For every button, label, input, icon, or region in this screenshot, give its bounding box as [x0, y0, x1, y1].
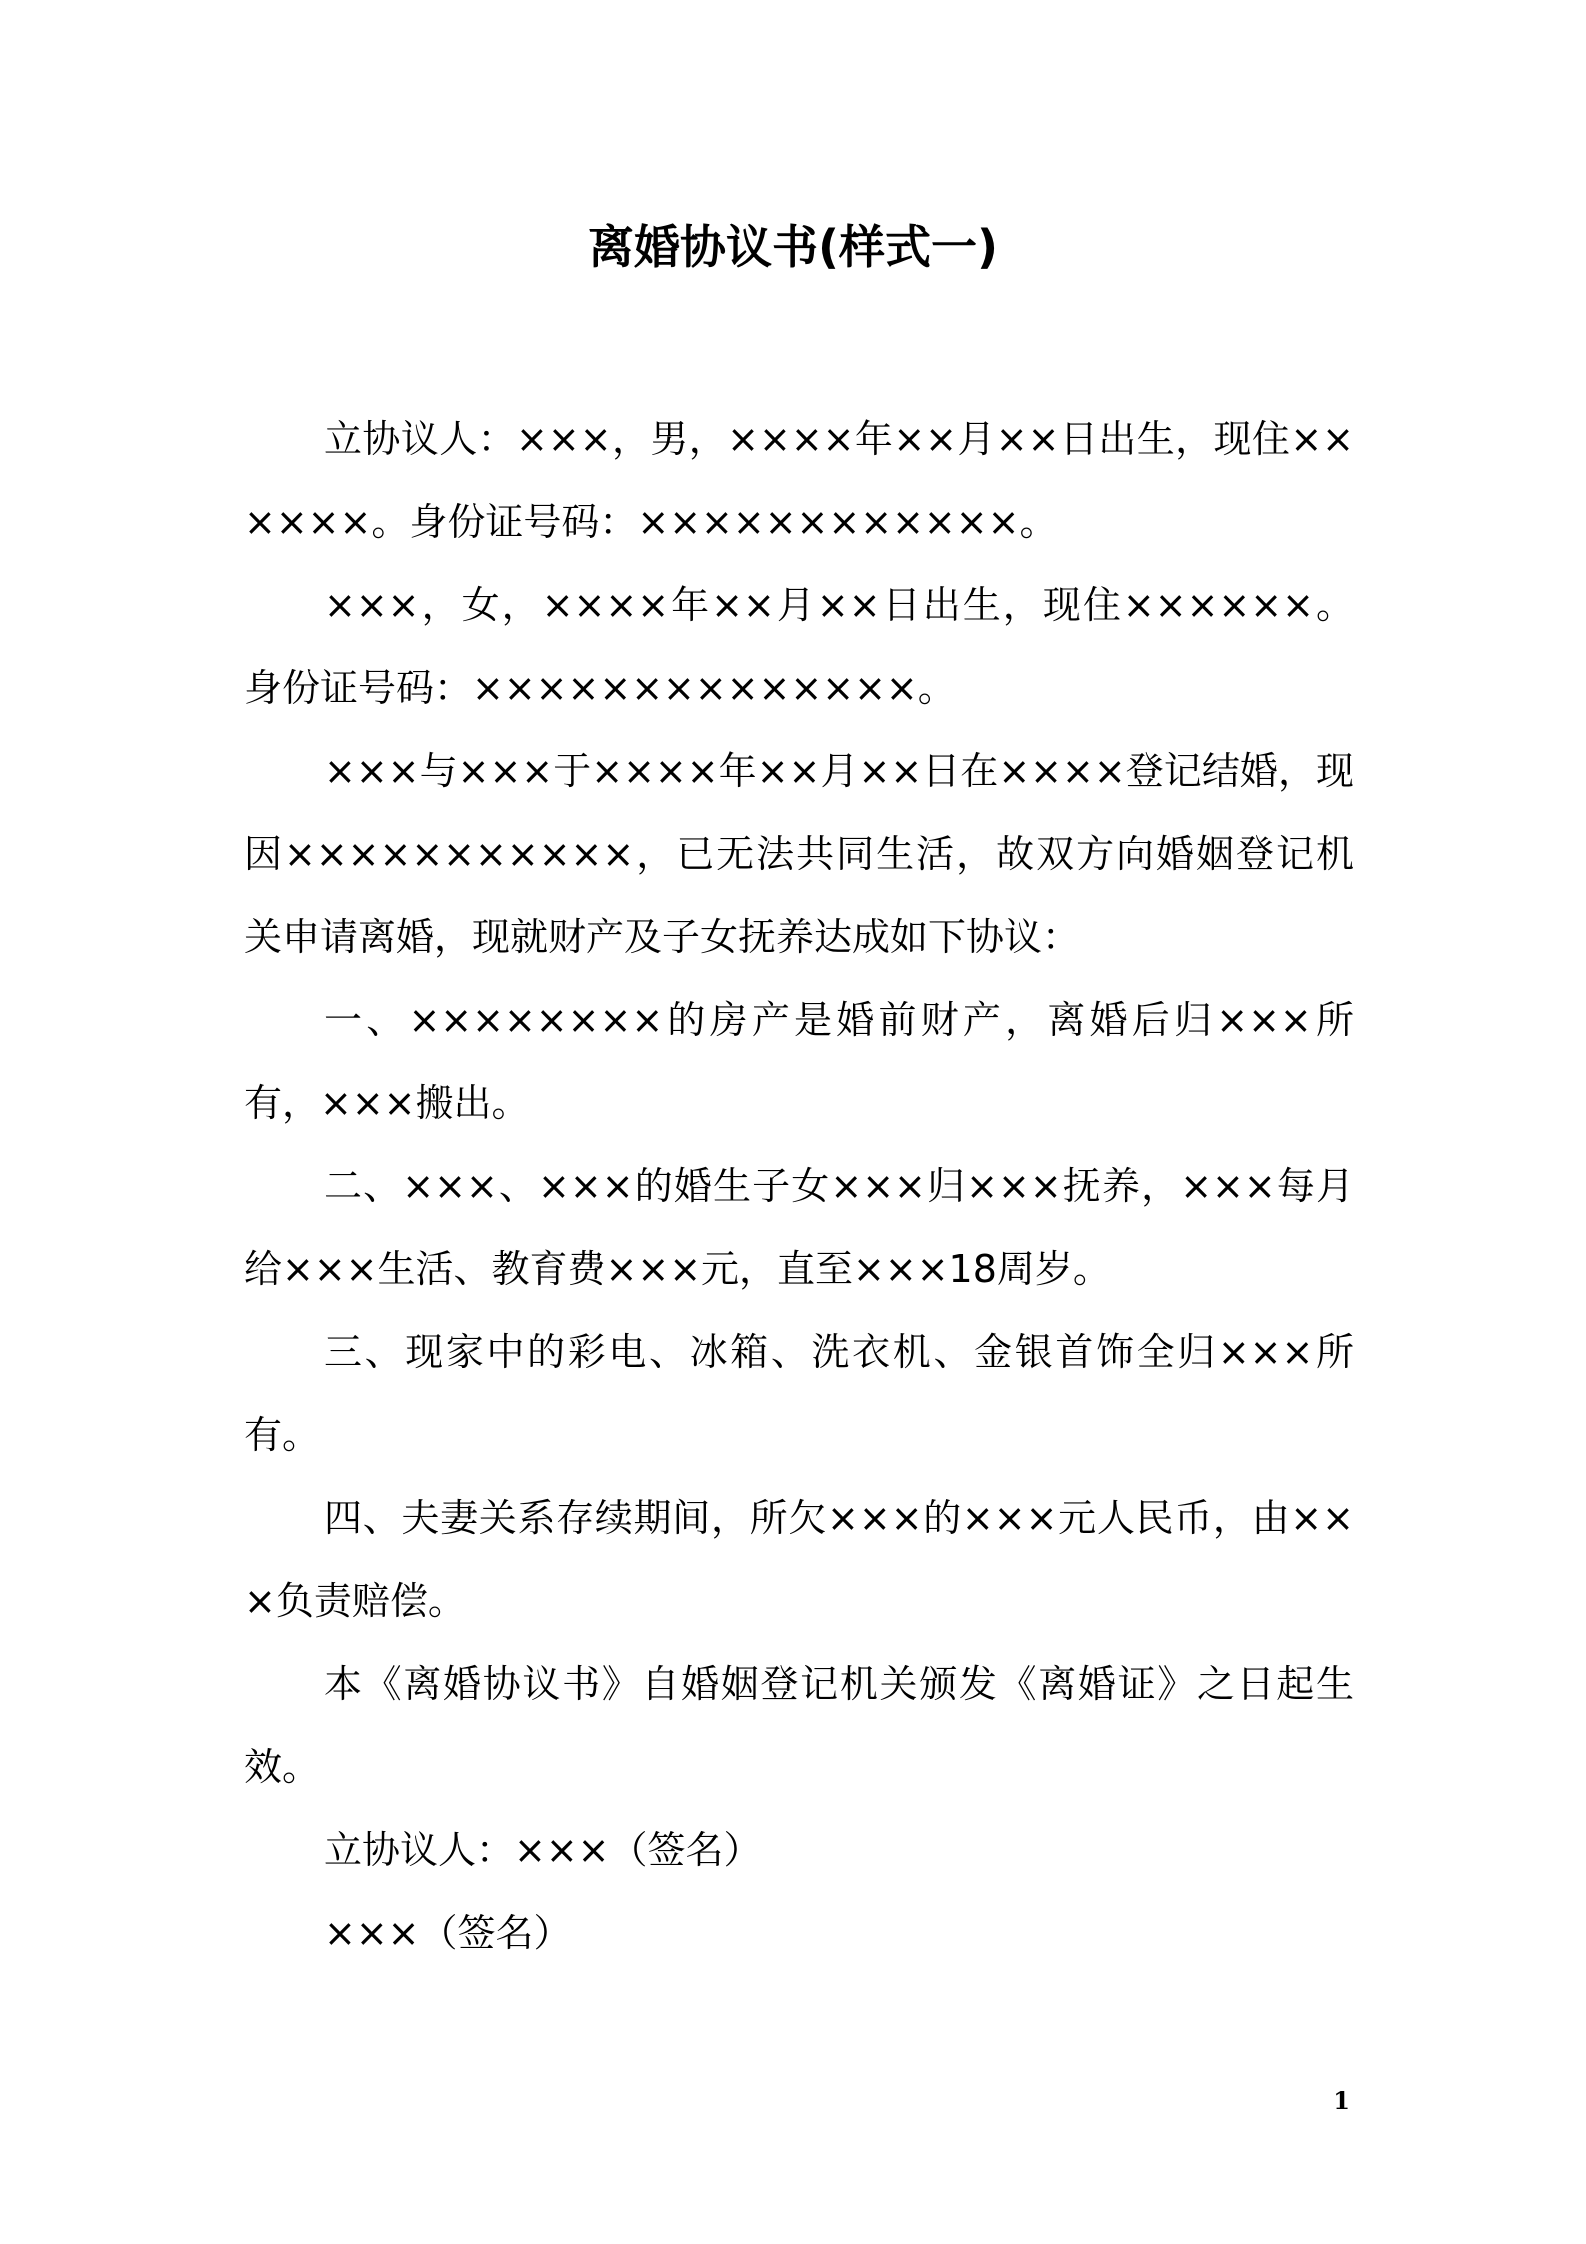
page-number: 1: [1333, 2086, 1350, 2115]
paragraph-party-female: ×××，女，××××年××月××日出生，现住××××××。身份证号码：××××××××××××××。: [244, 583, 1354, 710]
document-body: [244, 398, 1354, 1975]
document-title: 离婚协议书(样式一): [587, 220, 999, 274]
clause-one-property: 一、××××××××的房产是婚前财产，离婚后归×××所有，×××搬出。: [244, 998, 1354, 1125]
signature-line-party-two: ×××（签名）: [324, 1911, 572, 1955]
clause-four-debt: 四、夫妻关系存续期间，所欠×××的×××元人民币，由×××负责赔偿。: [244, 1496, 1354, 1623]
paragraph-effective-date: 本《离婚协议书》自婚姻登记机关颁发《离婚证》之日起生效。: [244, 1662, 1354, 1789]
signature-line-party-one: 立协议人：×××（签名）: [324, 1828, 762, 1872]
clause-two-child-custody: 二、×××、×××的婚生子女×××归×××抚养，×××每月给×××生活、教育费×××元，直至×××18周岁。: [244, 1164, 1354, 1291]
clause-three-household-items: 三、现家中的彩电、冰箱、洗衣机、金银首饰全归×××所有。: [244, 1330, 1354, 1457]
paragraph-party-male: 立协议人：×××，男，××××年××月××日出生，现住××××××。身份证号码：××××××××××××。: [244, 417, 1354, 544]
paragraph-marriage-background: ×××与×××于××××年××月××日在××××登记结婚，现因×××××××××××，已无法共同生活，故双方向婚姻登记机关申请离婚，现就财产及子女抚养达成如下协议：: [244, 749, 1354, 959]
